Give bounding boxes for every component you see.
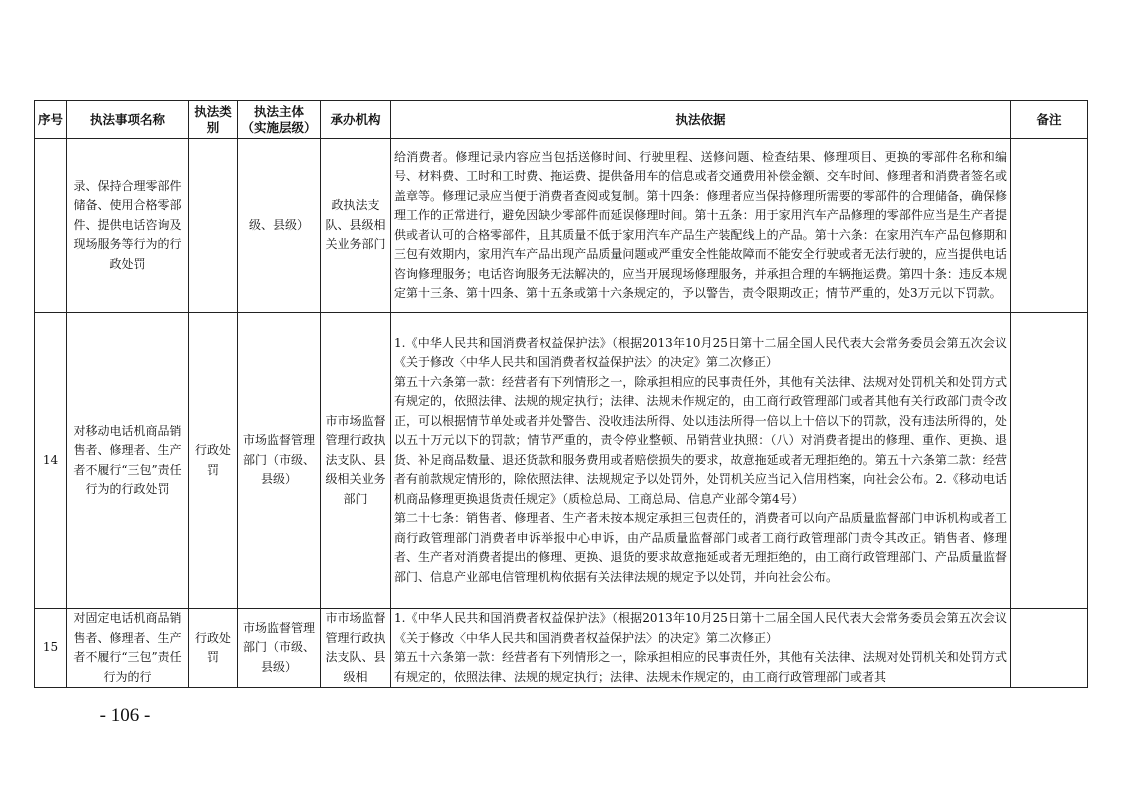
basis-paragraph: 1.《中华人民共和国消费者权益保护法》（根据2013年10月25日第十二届全国人民代表大会常务委员会第五次会议《关于修改〈中华人民共和国消费者权益保护法〉的决定》第二次修正）: [394, 611, 1007, 645]
row-item-name: 对固定电话机商品销售者、修理者、生产者不履行“三包”责任行为的行: [67, 609, 189, 688]
row-category: 行政处罚: [189, 609, 238, 688]
header-subject-line1: 执法主体: [253, 103, 304, 119]
basis-paragraph: 给消费者。修理记录内容应当包括送修时间、行驶里程、送修问题、检查结果、修理项目、更换的零部件名称和编号、材料费、工时和工时费、拖运费、提供备用车的信息或者交通费用补偿金额、交车时间、修理者和消费者签名或盖章等。修理记录应当便于消费者查阅或复制。第十四条：修理者应当保持修理所需要的零部件的合理储备，确保修理工作的正常进行，避免因缺少零部件而延误修理时间。第十五条：用于家用汽车产品修理的零部件应当是生产者提供或者认可的合格零部件，且其质量不低于家用汽车产品生产装配线上的产品。第十六条：在家用汽车产品包修期和三包有效期内，家用汽车产品出现产品质量问题或严重安全性能故障而不能安全行驶或者无法行驶的，应当提供电话咨询修理服务；电话咨询服务无法解决的，应当开展现场修理服务，并承担合理的车辆拖运费。第四十条：违反本规定第十三条、第十四条、第十五条或第十六条规定的，予以警告，责令限期改正；情节严重的，处3万元以下罚款。: [394, 149, 1007, 300]
enforcement-table: [34, 100, 1088, 688]
header-item-name: 执法事项名称: [67, 101, 189, 139]
row-subject: 市场监督管理部门（市级、县级）: [238, 609, 321, 688]
header-subject: [238, 101, 321, 139]
header-category: 执法类别: [189, 101, 238, 139]
header-basis: 执法依据: [391, 101, 1011, 139]
row-basis: [391, 313, 1011, 609]
row-agency: 市市场监督管理行政执法支队、县级相: [321, 609, 391, 688]
header-row: [35, 101, 1088, 139]
row-subject: 市场监督管理部门（市级、县级）: [238, 313, 321, 609]
basis-paragraph: 第五十六条第一款：经营者有下列情形之一，除承担相应的民事责任外，其他有关法律、法规对处罚机关和处罚方式有规定的，依照法律、法规的规定执行；法律、法规未作规定的，由工商行政管理部门或者其: [394, 650, 1007, 684]
row-subject: 级、县级）: [238, 139, 321, 313]
row-item-name: 对移动电话机商品销售者、修理者、生产者不履行“三包”责任行为的行政处罚: [67, 313, 189, 609]
table-row: [35, 139, 1088, 313]
row-basis: [391, 609, 1011, 688]
row-basis: [391, 139, 1011, 313]
basis-paragraph: 1.《中华人民共和国消费者权益保护法》（根据2013年10月25日第十二届全国人民代表大会常务委员会第五次会议《关于修改〈中华人民共和国消费者权益保护法〉的决定》第二次修正）: [394, 335, 1007, 370]
row-remarks: [1011, 609, 1088, 688]
basis-paragraph: 第五十六条第一款：经营者有下列情形之一，除承担相应的民事责任外，其他有关法律、法规对处罚机关和处罚方式有规定的，依照法律、法规的规定执行；法律、法规未作规定的，由工商行政管理部门或者其他有关行政部门责令改正，可以根据情节单处或者并处警告、没收违法所得、处以违法所得一倍以上十倍以下的罚款，没有违法所得的，处以五十万元以下的罚款；情节严重的，责令停业整顿、吊销营业执照：（八）对消费者提出的修理、重作、更换、退货、补足商品数量、退还货款和服务费用或者赔偿损失的要求，故意拖延或者无理拒绝的。第五十六条第二款：经营者有前款规定情形的，除依照法律、法规规定予以处罚外，处罚机关应当记入信用档案，向社会公布。2.《移动电话机商品修理更换退货责任规定》（质检总局、工商总局、信息产业部令第4号）: [394, 374, 1007, 506]
row-seq: 15: [35, 609, 67, 688]
row-category: [189, 139, 238, 313]
row-agency: 市市场监督管理行政执法支队、县级相关业务部门: [321, 313, 391, 609]
header-agency: 承办机构: [321, 101, 391, 139]
row-seq: 14: [35, 313, 67, 609]
row-seq: [35, 139, 67, 313]
row-agency: 政执法支队、县级相关业务部门: [321, 139, 391, 313]
basis-paragraph: 第二十七条：销售者、修理者、生产者未按本规定承担三包责任的，消费者可以向产品质量监督部门申诉机构或者工商行政管理部门消费者申诉举报中心申诉，由产品质量监督部门或者工商行政管理部门责令其改正。销售者、修理者、生产者对消费者提出的修理、更换、退货的要求故意拖延或者无理拒绝的，由工商行政管理部门、产品质量监督部门、信息产业部电信管理机构依据有关法律法规的规定予以处罚，并向社会公布。: [394, 511, 1007, 584]
header-seq: 序号: [35, 101, 67, 139]
header-remarks: 备注: [1011, 101, 1088, 139]
table-row: [35, 609, 1088, 688]
row-category: 行政处罚: [189, 313, 238, 609]
row-remarks: [1011, 139, 1088, 313]
header-subject-line2: （实施层级）: [241, 119, 317, 135]
page-number: - 106 -: [99, 705, 151, 726]
row-remarks: [1011, 313, 1088, 609]
row-item-name: 录、保持合理零部件储备、使用合格零部件、提供电话咨询及现场服务等行为的行政处罚: [67, 139, 189, 313]
table-row: [35, 313, 1088, 609]
